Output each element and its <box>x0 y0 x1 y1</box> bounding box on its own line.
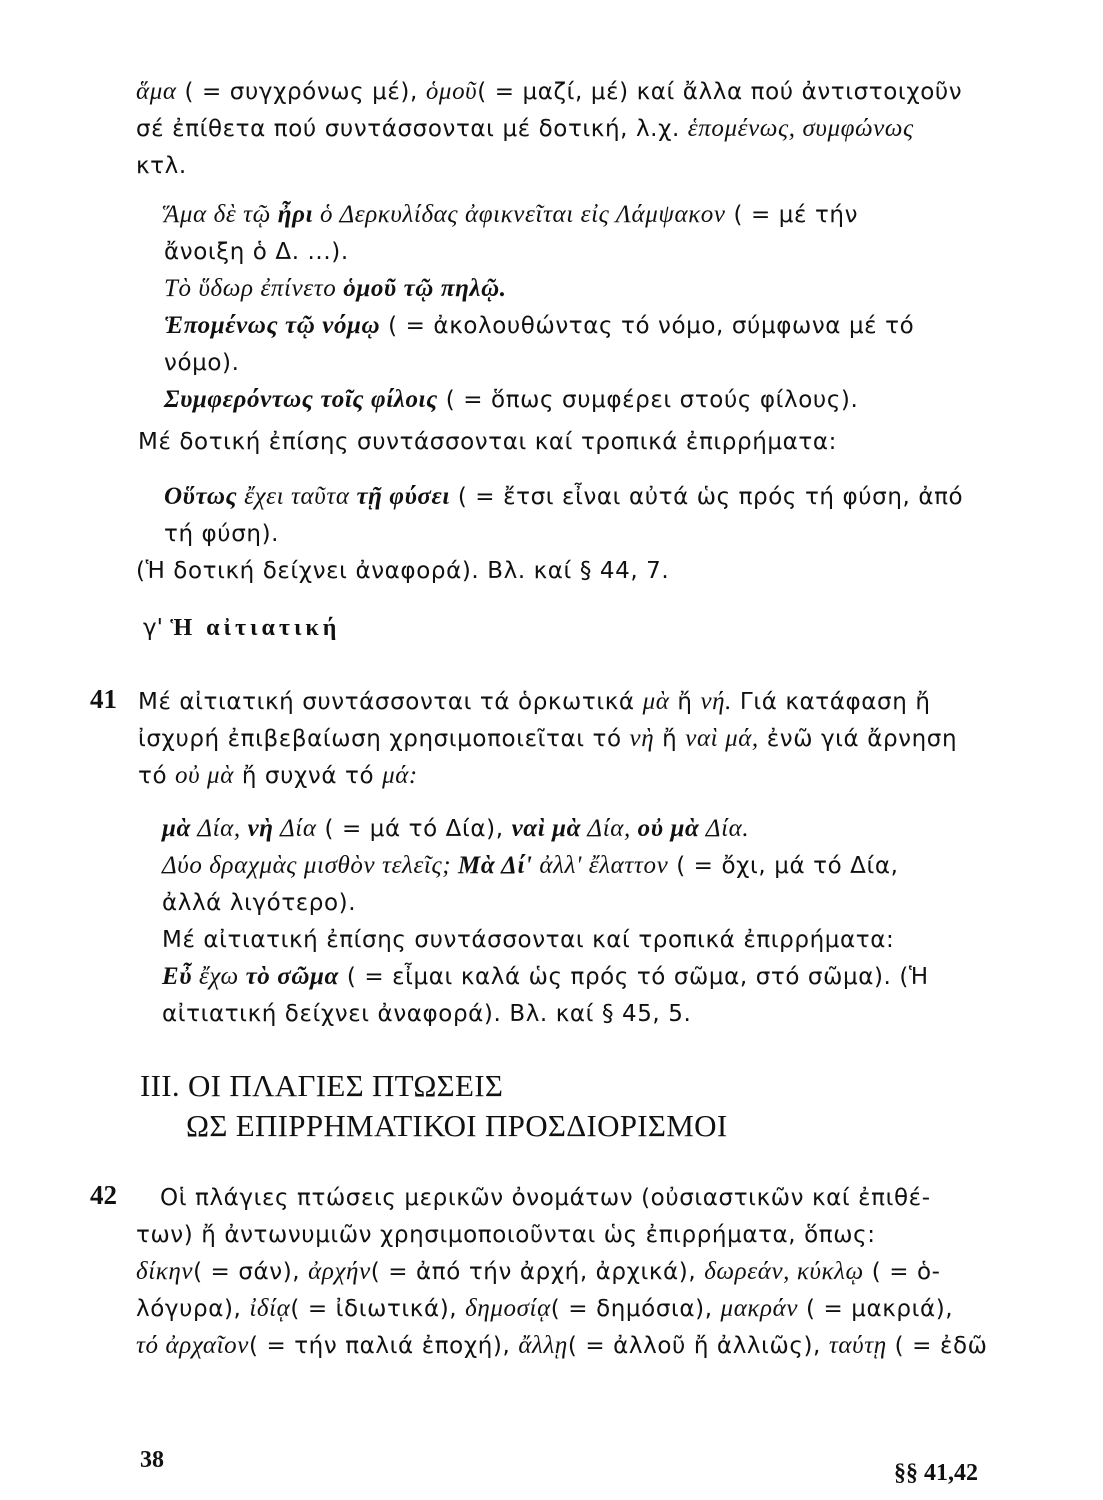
text-run: ( = συγχρόνως μέ), <box>176 79 426 105</box>
greek-term: Ἅμα δὲ τῷ <box>164 201 278 228</box>
greek-term: νὴ <box>629 725 655 752</box>
greek-term-bold: τῇ φύσει <box>356 483 450 510</box>
text-line <box>138 685 931 719</box>
greek-term: ἅμα <box>136 78 177 105</box>
greek-term-bold: νὴ <box>247 815 274 842</box>
greek-term: τό ἀρχαῖον <box>136 1332 249 1359</box>
text-run: ( = δημόσια), <box>550 1296 721 1322</box>
greek-term: μὰ <box>642 688 670 715</box>
greek-term: μά: <box>382 762 418 789</box>
text-run: των) ἤ ἀντωνυμιῶν χρησιμοποιοῦνται ὡς ἐπιρρήματα, ὅπως: <box>136 1222 876 1248</box>
text-run: αἰτιατική δείχνει ἀναφορά). Βλ. καί § 45, 5. <box>162 1001 692 1027</box>
greek-term: ἔχει ταῦτα <box>237 483 357 510</box>
greek-term-bold: ἦρι <box>277 201 314 228</box>
text-run: ( = ὅπως συμφέρει στούς φίλους). <box>437 387 859 413</box>
text-run: τό <box>138 763 176 789</box>
text-run: ἰσχυρή ἐπιβεβαίωση χρησιμοποιεῖται τό <box>138 726 630 752</box>
text-run: (Ἡ δοτική δείχνει ἀναφορά). Βλ. καί § 44, 7. <box>136 558 670 584</box>
subsection-heading <box>143 615 340 642</box>
text-line <box>136 149 187 183</box>
text-line <box>164 346 240 380</box>
page-number: 38 <box>140 1447 164 1473</box>
subsection-letter: γ' <box>143 615 163 641</box>
subsection-title: Ἡ αἰτιατική <box>170 615 341 641</box>
text-run: ( = ἔτσι εἶναι αὐτά ὡς πρός τή φύση, ἀπό <box>449 484 964 510</box>
text-line <box>136 75 962 109</box>
greek-term: Τὸ ὕδωρ ἐπίνετο <box>164 275 344 302</box>
text-line <box>138 722 957 756</box>
text-run: ( = ἀλλοῦ ἤ ἀλλιῶς), <box>567 1333 829 1359</box>
text-line <box>138 759 418 793</box>
greek-term: ἔχω <box>192 963 246 990</box>
text-run: νόμο). <box>164 350 240 376</box>
text-run: Μέ δοτική ἐπίσης συντάσσονται καί τροπικά ἐπιρρήματα: <box>138 429 837 455</box>
section-heading-line1: III. ΟΙ ΠΛΑΓΙΕΣ ΠΤΩΣΕΙΣ <box>140 1068 504 1103</box>
greek-term-bold: Οὕτως <box>164 483 238 510</box>
greek-term: Δύο δραχμὰς μισθὸν τελεῖς; <box>162 852 458 879</box>
text-line <box>136 112 914 146</box>
text-run: ( = μά τό Δία), <box>316 816 512 842</box>
greek-term-bold: Μὰ Δί' <box>458 852 533 879</box>
section-heading-line2: ΩΣ ΕΠΙΡΡΗΜΑΤΙΚΟΙ ΠΡΟΣΔΙΟΡΙΣΜΟΙ <box>186 1108 728 1143</box>
greek-term: ἄλλῃ <box>518 1332 568 1359</box>
greek-term: οὐ μὰ <box>175 762 234 789</box>
greek-term: δίκην <box>136 1258 194 1285</box>
section-reference: §§ 41,42 <box>894 1460 978 1486</box>
text-run: ( = μακριά), <box>798 1296 954 1322</box>
text-line <box>164 517 279 551</box>
greek-term: δημοσίᾳ <box>465 1295 551 1322</box>
paragraph-number: 41 <box>90 684 117 714</box>
greek-term-bold: ναὶ μὰ <box>511 815 582 842</box>
text-run: τή φύση). <box>164 521 280 547</box>
text-run: σέ ἐπίθετα πού συντάσσονται μέ δοτική, λ.χ. <box>136 116 688 142</box>
text-line <box>160 1181 931 1215</box>
text-run: ( = σάν), <box>193 1259 309 1285</box>
text-run: ἀλλά λιγότερο). <box>162 890 357 916</box>
example-line <box>164 309 914 343</box>
example-line <box>162 812 749 846</box>
text-line <box>164 235 349 269</box>
example-line <box>136 1255 941 1289</box>
text-line <box>136 1218 876 1252</box>
greek-term: Δία, <box>190 815 248 842</box>
example-line <box>136 1292 953 1326</box>
text-run: Μέ αἰτιατική συντάσσονται τά ὁρκωτικά <box>138 689 643 715</box>
example-line <box>162 849 899 883</box>
text-run: ἄνοιξη ὁ Δ. ...). <box>164 239 349 265</box>
greek-term-bold: Εὖ <box>162 963 193 990</box>
example-line <box>164 383 858 417</box>
greek-term-bold: ὁμοῦ τῷ πηλῷ. <box>343 275 507 302</box>
text-run: ἐνῶ γιά ἄρνηση <box>758 726 958 752</box>
greek-term-bold: Συμφερόντως τοῖς φίλοις <box>164 386 438 413</box>
greek-term: ὁ Δερκυλίδας ἀφικνεῖται εἰς Λάμψακον <box>313 201 726 228</box>
greek-term: Δία, <box>581 815 638 842</box>
text-run: Γιά κατάφαση ἤ <box>732 689 931 715</box>
text-run: ἤ <box>669 689 701 715</box>
text-run: ( = τήν παλιά ἐποχή), <box>248 1333 519 1359</box>
greek-term: Δία. <box>699 815 750 842</box>
greek-term-bold: Ἑπομένως τῷ νόμῳ <box>164 312 381 339</box>
example-line <box>164 272 507 306</box>
text-run: Οἱ πλάγιες πτώσεις μερικῶν ὀνομάτων (οὐσιαστικῶν καί ἐπιθέ- <box>160 1185 931 1211</box>
text-run: ἤ συχνά τό <box>233 763 383 789</box>
greek-term: ἀρχήν <box>308 1258 371 1285</box>
text-line <box>162 997 691 1031</box>
greek-term: ἀλλ' ἔλαττον <box>532 852 669 879</box>
text-line <box>138 425 837 459</box>
greek-term: ἰδίᾳ <box>249 1295 291 1322</box>
text-run: Μέ αἰτιατική ἐπίσης συντάσσονται καί τροπικά ἐπιρρήματα: <box>162 927 895 953</box>
greek-term-bold: οὐ μὰ <box>637 815 700 842</box>
text-run: ( = ἀπό τήν ἀρχή, ἀρχικά), <box>370 1259 705 1285</box>
text-line <box>136 554 669 588</box>
greek-term: ἑπομένως, συμφώνως <box>687 115 914 142</box>
greek-term: ὁμοῦ <box>425 78 478 105</box>
text-run: ( = εἶμαι καλά ὡς πρός τό σῶμα, στό σῶμα). (Ἡ <box>338 964 929 990</box>
example-line <box>164 198 858 232</box>
greek-term-bold: τὸ σῶμα <box>245 963 339 990</box>
text-run: ἤ <box>654 726 686 752</box>
greek-term: δωρεάν, κύκλῳ <box>704 1258 864 1285</box>
example-line <box>136 1329 988 1363</box>
text-line <box>162 886 356 920</box>
text-run: ( = ὁ- <box>863 1259 941 1285</box>
text-run: κτλ. <box>136 153 187 179</box>
greek-term: ναὶ μά, <box>685 725 759 752</box>
text-run: ( = ἀκολουθώντας τό νόμο, σύμφωνα μέ τό <box>380 313 915 339</box>
greek-term-bold: μὰ <box>162 815 191 842</box>
text-run: ( = ἰδιωτικά), <box>290 1296 466 1322</box>
example-line <box>164 480 963 514</box>
paragraph-number: 42 <box>90 1180 117 1210</box>
greek-term: μακράν <box>720 1295 799 1322</box>
text-run: ( = ἐδῶ <box>886 1333 988 1359</box>
text-run: ( = μαζί, μέ) καί ἄλλα πού ἀντιστοιχοῦν <box>477 79 963 105</box>
text-run: λόγυρα), <box>136 1296 250 1322</box>
text-run: ( = ὄχι, μά τό Δία, <box>668 853 899 879</box>
text-run: ( = μέ τήν <box>725 202 859 228</box>
text-line <box>162 923 894 957</box>
greek-term: Δία <box>273 815 317 842</box>
greek-term: νή. <box>700 688 733 715</box>
example-line <box>162 960 929 994</box>
greek-term: ταύτῃ <box>828 1332 887 1359</box>
